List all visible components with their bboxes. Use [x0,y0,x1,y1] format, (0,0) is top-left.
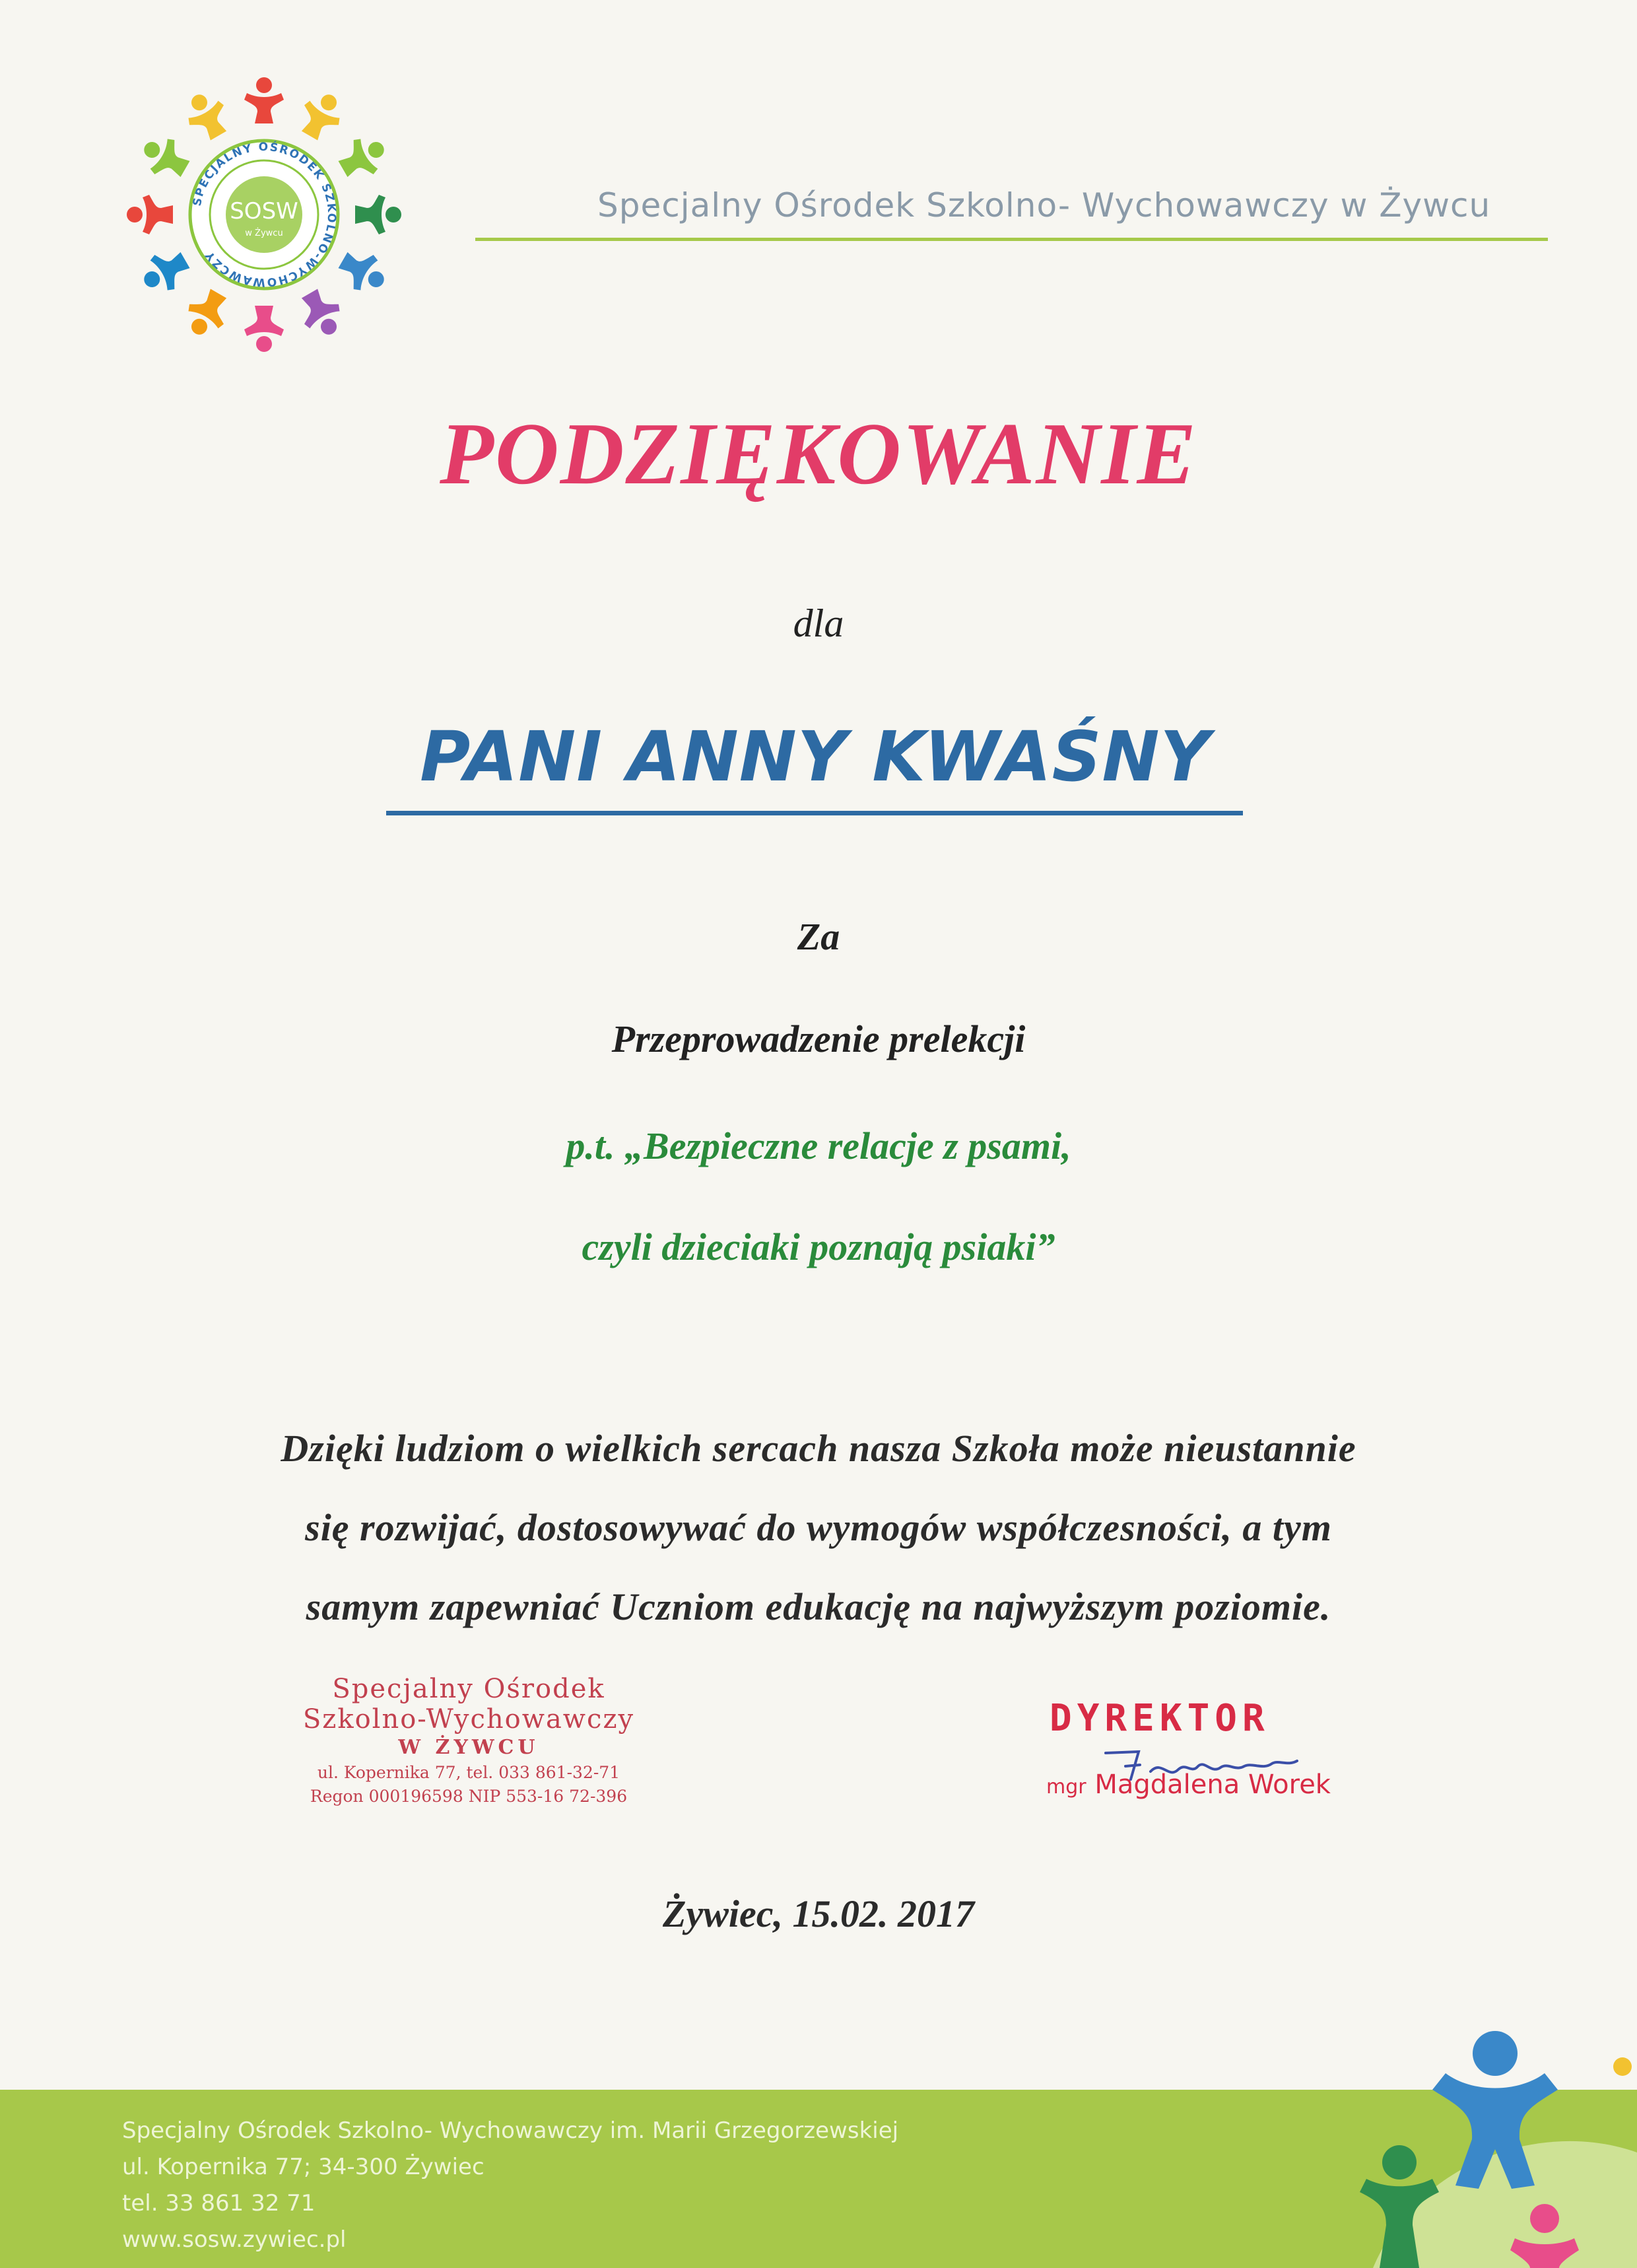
footer-children-figures [1347,2001,1637,2268]
logo-figure [333,129,393,186]
sosw-logo [112,63,416,366]
topic-line-2: czyli dzieciaki poznają psiaki” [582,1225,1055,1268]
director-title: DYREKTOR [1050,1697,1270,1740]
footer-line-institution: Specjalny Ośrodek Szkolno- Wychowawczy im. Marii Grzegorzewskiej [122,2117,899,2144]
stamp-line-3: W ŻYWCU [398,1736,539,1759]
logo-figure [292,284,350,344]
stamp-line-2: Szkolno-Wychowawczy [302,1704,635,1735]
school-stamp [257,1674,680,1808]
stamp-line-5: Regon 000196598 NIP 553-16 72-396 [310,1787,628,1806]
logo-center-sub: w Żywcu [245,228,283,238]
header-divider [475,238,1548,241]
footer-line-website[interactable]: www.sosw.zywiec.pl [122,2226,347,2253]
footer-contact [122,2113,898,2258]
reason-text: Przeprowadzenie prelekcji [611,1017,1026,1060]
header-institution-name: Specjalny Ośrodek Szkolno- Wychowawczy w Żywcu [597,186,1491,224]
certificate-title: PODZIĘKOWANIE [440,405,1197,502]
logo-figure [333,243,393,300]
logo-figure [292,86,350,146]
logo-figure [178,284,236,344]
logo-figure [127,195,173,234]
director-name [1046,1770,1350,1800]
for-word: dla [793,601,844,645]
paragraph-line-1: Dzięki ludziom o wielkich sercach nasza Szkoła może nieustannie [281,1427,1356,1470]
stamp-line-4: ul. Kopernika 77, tel. 033 861-32-71 [317,1763,620,1782]
issue-date: Żywiec, 15.02. 2017 [663,1892,974,1935]
paragraph-line-3: samym zapewniać Uczniom edukację na najwyższym poziomie. [306,1585,1331,1628]
logo-center-text: SOSW [230,198,298,224]
logo-figure [244,306,284,352]
stamp-line-1: Specjalny Ośrodek [332,1674,605,1704]
director-name-text: Magdalena Worek [1094,1770,1331,1800]
logo-figure [135,243,195,300]
logo-figure [244,77,284,123]
footer-line-phone: tel. 33 861 32 71 [122,2190,316,2216]
logo-figure [135,129,195,186]
za-word: Za [797,915,840,958]
director-name-prefix: mgr [1046,1775,1086,1799]
logo-ring-text: SPECJALNY OŚRODEK SZKOLNO-WYCHOWAWCZY [190,140,339,289]
footer-line-address: ul. Kopernika 77; 34-300 Żywiec [122,2154,484,2180]
logo-figure [355,195,401,234]
recipient-name: PANI ANNY KWAŚNY [420,716,1211,797]
paragraph-line-2: się rozwijać, dostosowywać do wymogów współczesności, a tym [305,1506,1332,1549]
topic-line-1: p.t. „Bezpieczne relacje z psami, [566,1124,1071,1167]
recipient-underline [386,811,1243,815]
logo-figure [178,86,236,146]
